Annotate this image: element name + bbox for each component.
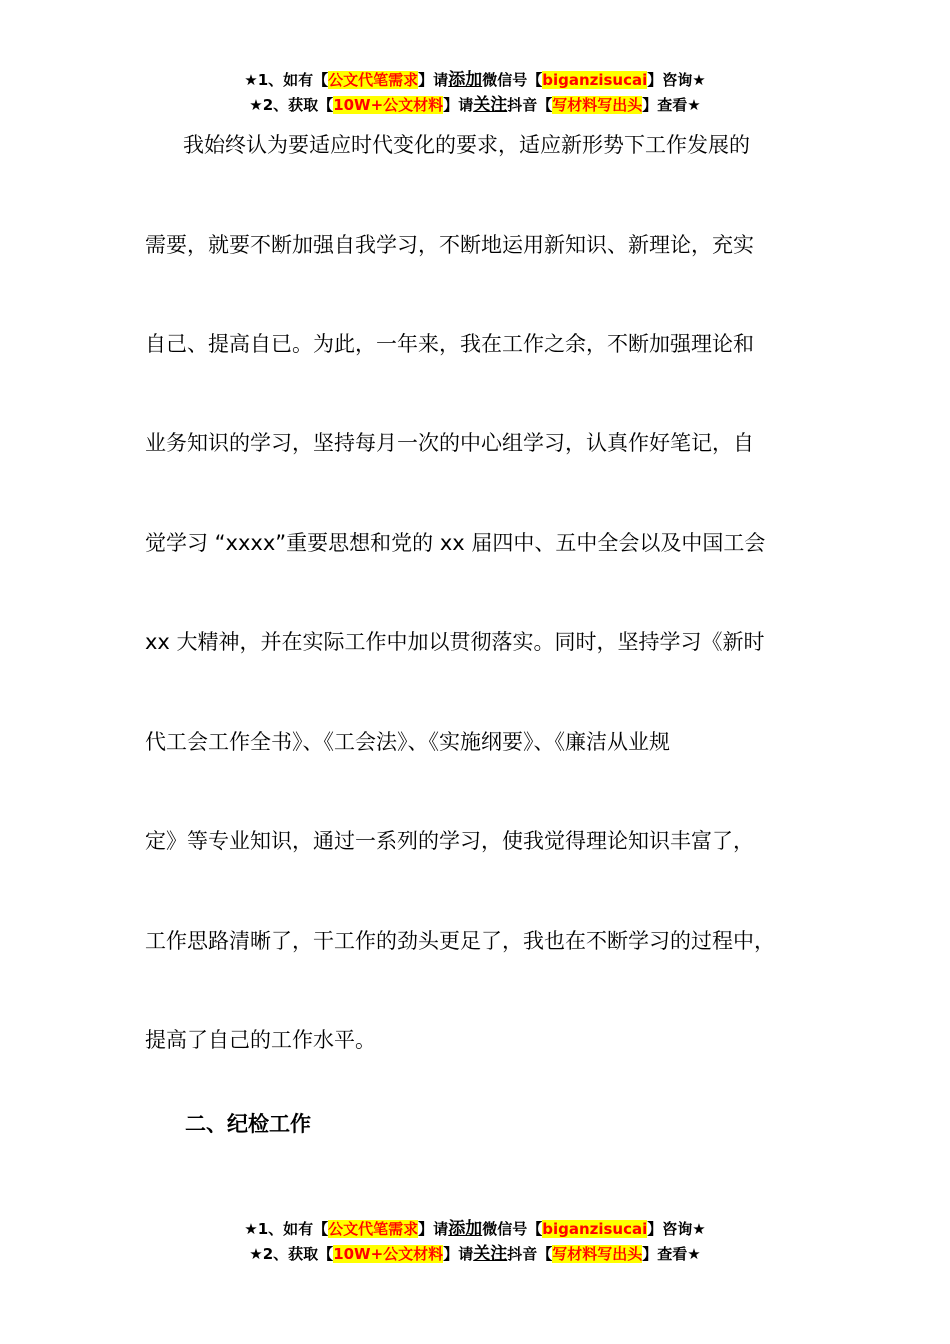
banner-text: 】请 (418, 71, 449, 89)
paragraph-line: 我始终认为要适应时代变化的要求，适应新形势下工作发展的 (183, 133, 750, 157)
banner-text: 微信号【 (482, 71, 543, 89)
banner-wechat-id: biganzisucai (542, 71, 648, 89)
banner-emphasis: 添加 (448, 1219, 483, 1239)
banner-wechat-id: biganzisucai (542, 1220, 648, 1238)
banner-douyin-id: 写材料写出头 (552, 96, 643, 114)
banner-emphasis: 关注 (473, 1244, 508, 1264)
banner-text: 】咨询★ (647, 1220, 706, 1238)
paragraph-line: 定》等专业知识，通过一系列的学习，使我觉得理论知识丰富了， (145, 829, 754, 853)
banner-text: 】请 (443, 96, 474, 114)
banner-text: 】咨询★ (647, 71, 706, 89)
paragraph-line: 工作思路清晰了，干工作的劲头更足了，我也在不断学习的过程中， (145, 929, 775, 953)
banner-douyin-id: 写材料写出头 (552, 1245, 643, 1263)
banner-text: 】请 (418, 1220, 449, 1238)
banner-text: 】查看★ (642, 1245, 701, 1263)
paragraph-line: 需要，就要不断加强自我学习，不断地运用新知识、新理论，充实 (145, 233, 754, 257)
banner-text: 】请 (443, 1245, 474, 1263)
paragraph-line: xx 大精神，并在实际工作中加以贯彻落实。同时，坚持学习《新时 (145, 630, 765, 654)
banner-highlight: 公文代笔需求 (328, 71, 419, 89)
paragraph-line: 自己、提高自已。为此，一年来，我在工作之余，不断加强理论和 (145, 332, 754, 356)
paragraph-line: 提高了自己的工作水平。 (145, 1028, 376, 1052)
banner-emphasis: 添加 (448, 70, 483, 90)
banner-text: ★1、如有【 (244, 71, 329, 89)
banner-text: 抖音【 (507, 96, 553, 114)
paragraph-line: 觉学习 “xxxx”重要思想和党的 xx 届四中、五中全会以及中国工会 (145, 531, 766, 555)
footer-banner-line-1 (0, 1217, 950, 1241)
banner-emphasis: 关注 (473, 95, 508, 115)
footer-banner-line-2 (0, 1242, 950, 1266)
paragraph-line: 业务知识的学习，坚持每月一次的中心组学习，认真作好笔记，自 (145, 431, 754, 455)
paragraph-line: 代工会工作全书》、《工会法》、《实施纲要》、《廉洁从业规 (145, 730, 670, 754)
banner-text: 抖音【 (507, 1245, 553, 1263)
banner-highlight: 公文代笔需求 (328, 1220, 419, 1238)
banner-text: ★2、获取【 (249, 96, 334, 114)
banner-text: 微信号【 (482, 1220, 543, 1238)
banner-text: ★2、获取【 (249, 1245, 334, 1263)
banner-text: 】查看★ (642, 96, 701, 114)
section-heading: 二、纪检工作 (185, 1112, 311, 1136)
banner-highlight: 10W+公文材料 (333, 1245, 444, 1263)
banner-text: ★1、如有【 (244, 1220, 329, 1238)
header-banner-line-2 (0, 93, 950, 117)
header-banner-line-1 (0, 68, 950, 92)
banner-highlight: 10W+公文材料 (333, 96, 444, 114)
